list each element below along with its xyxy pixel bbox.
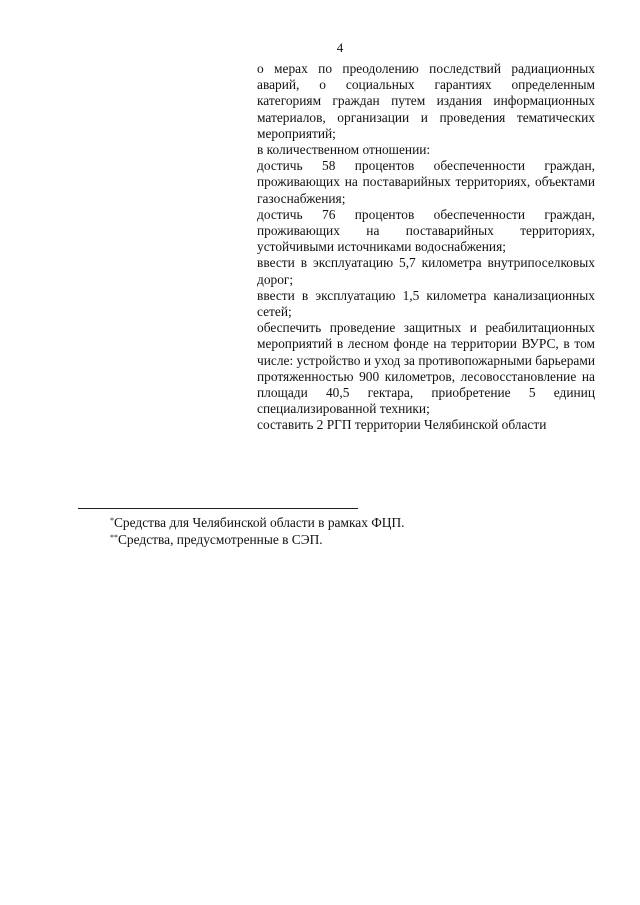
footnote-mark: * xyxy=(110,516,114,525)
footnote-mark: ** xyxy=(110,533,118,542)
paragraph-sewerage: ввести в эксплуатацию 1,5 километра канализационных сетей; xyxy=(257,287,595,320)
footnote-text: Средства, предусмотренные в СЭП. xyxy=(118,532,323,547)
footnote-text: Средства для Челябинской области в рамках ФЦП. xyxy=(114,515,405,530)
footnote-fcp xyxy=(110,514,405,531)
paragraph-gas-supply: достичь 58 процентов обеспеченности граждан, проживающих на поставарийных территориях, объектами газоснабжения; xyxy=(257,158,595,206)
paragraph-water-supply: достичь 76 процентов обеспеченности граждан, проживающих на поставарийных территориях, устойчивыми источниками водоснабжения; xyxy=(257,206,595,255)
paragraph-forest-measures: обеспечить проведение защитных и реабилитационных мероприятий в лесном фонде на территории ВУРС, в том числе: устройство и уход за противопожарными барьерами протяженностью 900 километров, лесовосстановление на площади 40,5 гектара, приобретение 5 единиц специализированной техники; xyxy=(257,320,595,417)
paragraph-rgp: составить 2 РГП территории Челябинской области xyxy=(257,417,547,433)
footnote-separator xyxy=(78,508,358,509)
footnotes xyxy=(110,514,405,548)
page-number: 4 xyxy=(336,40,344,55)
paragraph-roads: ввести в эксплуатацию 5,7 километра внутрипоселковых дорог; xyxy=(257,255,595,287)
footnote-sep xyxy=(110,531,405,548)
body-text xyxy=(257,61,595,434)
paragraph-quantitative-heading: в количественном отношении: xyxy=(257,142,431,158)
paragraph-info-materials: о мерах по преодолению последствий радиационных аварий, о социальных гарантиях определенным категориям граждан путем издания информационных материалов, организации и проведения тематических мероприятий; xyxy=(257,61,595,141)
